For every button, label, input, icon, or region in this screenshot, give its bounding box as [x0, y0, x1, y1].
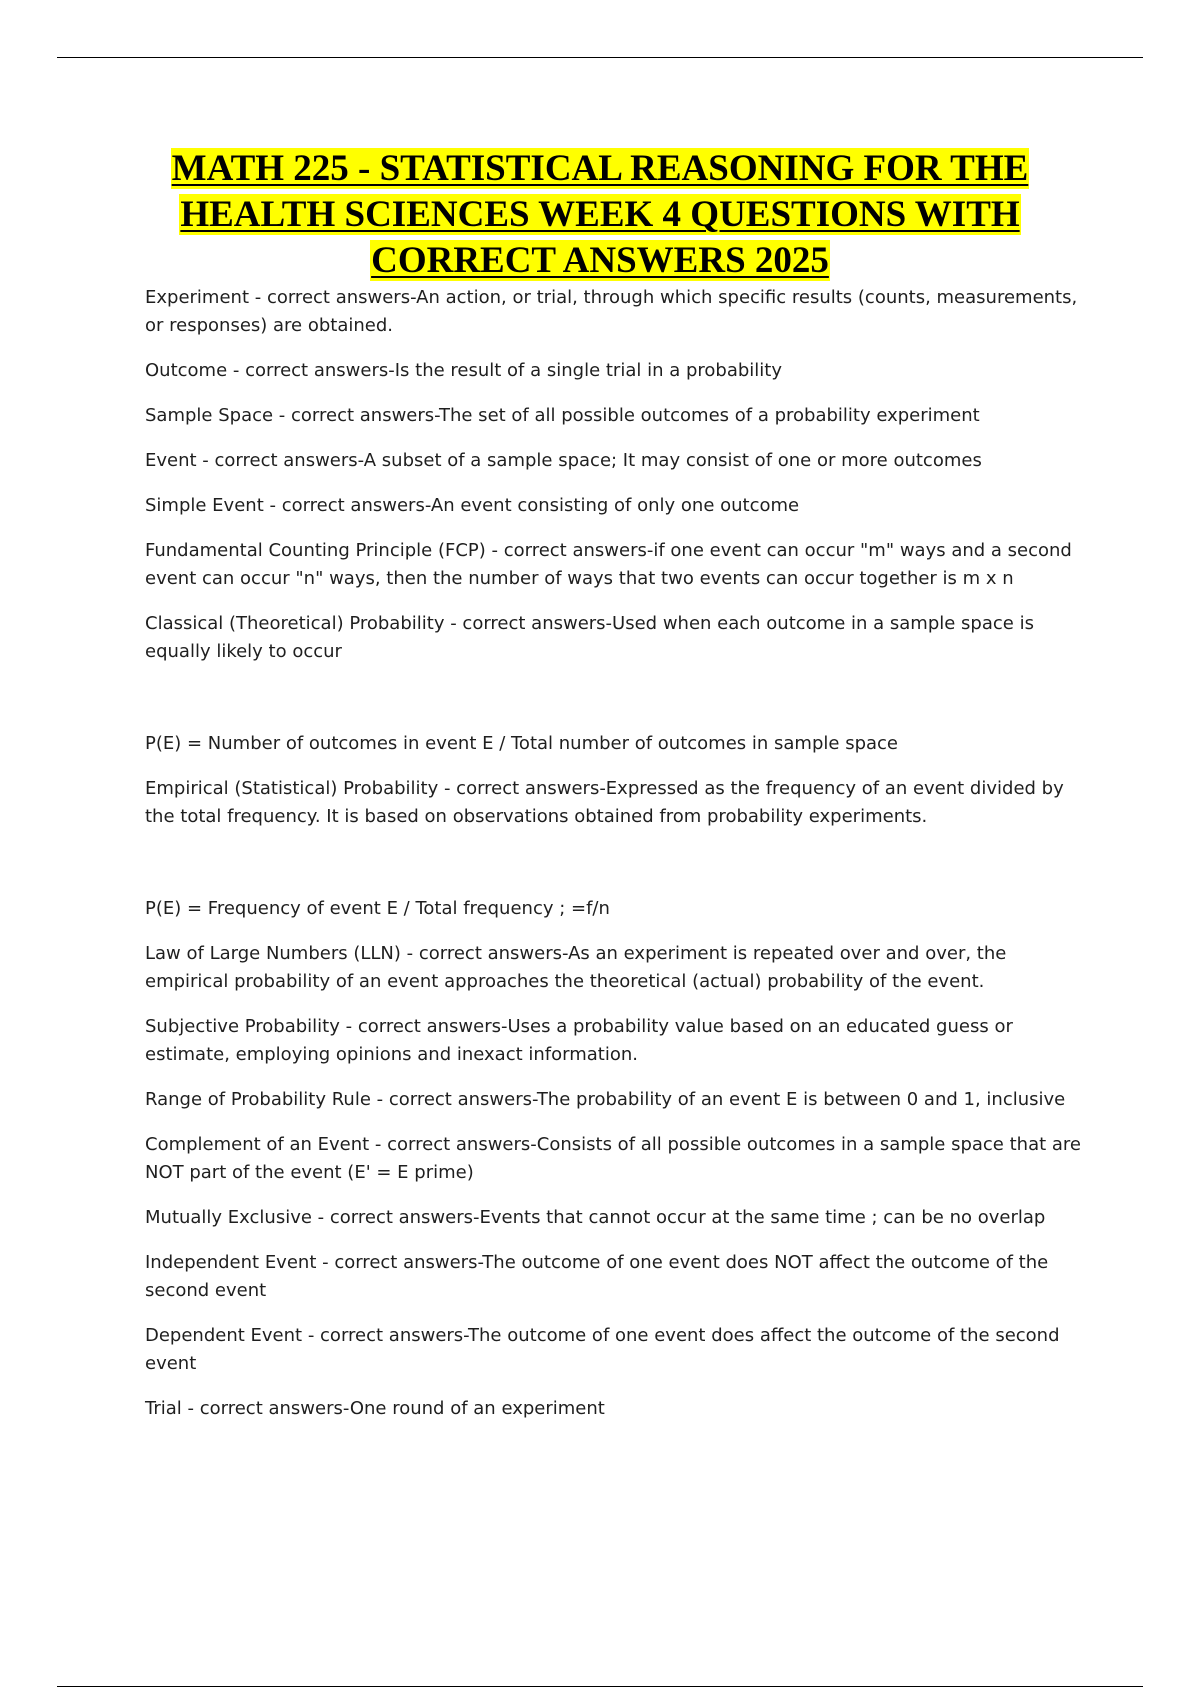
title-line-1: MATH 225 - STATISTICAL REASONING FOR THE: [171, 148, 1029, 189]
entry-classical-formula: P(E) = Number of outcomes in event E / Total number of outcomes in sample space: [145, 733, 898, 754]
document-title: [100, 146, 1100, 284]
title-line-2: HEALTH SCIENCES WEEK 4 QUESTIONS WITH: [180, 194, 1020, 235]
entry-empirical-probability: Empirical (Statistical) Probability - correct answers-Expressed as the frequency of an event divided by the total frequency. It is based on observations obtained from probability experiments.: [145, 778, 1064, 827]
bottom-rule: [57, 1686, 1143, 1687]
entry-mutually-exclusive: Mutually Exclusive - correct answers-Events that cannot occur at the same time ; can be no overlap: [145, 1207, 1046, 1228]
title-line-3: CORRECT ANSWERS 2025: [371, 240, 829, 281]
entry-complement: Complement of an Event - correct answers-Consists of all possible outcomes in a sample space that are NOT part of the event (E' = E prime): [145, 1134, 1081, 1183]
entry-law-of-large-numbers: Law of Large Numbers (LLN) - correct answers-As an experiment is repeated over and over, the empirical probability of an event approaches the theoretical (actual) probability of the event.: [145, 943, 1007, 992]
entry-range-of-probability: Range of Probability Rule - correct answers-The probability of an event E is between 0 and 1, inclusive: [145, 1089, 1066, 1110]
top-rule: [57, 57, 1143, 58]
entry-event: Event - correct answers-A subset of a sample space; It may consist of one or more outcomes: [145, 450, 982, 471]
entry-trial: Trial - correct answers-One round of an experiment: [145, 1398, 605, 1419]
entry-classical-probability: Classical (Theoretical) Probability - correct answers-Used when each outcome in a sample space is equally likely to occur: [145, 613, 1034, 662]
entry-empirical-formula: P(E) = Frequency of event E / Total frequency ; =f/n: [145, 898, 610, 919]
entry-dependent-event: Dependent Event - correct answers-The outcome of one event does affect the outcome of the second event: [145, 1325, 1060, 1374]
entry-fcp: Fundamental Counting Principle (FCP) - correct answers-if one event can occur "m" ways and a second event can occur "n" ways, then the number of ways that two events can occur together is m x n: [145, 540, 1072, 589]
qa-list: [145, 284, 1095, 1440]
entry-sample-space: Sample Space - correct answers-The set of all possible outcomes of a probability experiment: [145, 405, 980, 426]
entry-simple-event: Simple Event - correct answers-An event consisting of only one outcome: [145, 495, 800, 516]
entry-independent-event: Independent Event - correct answers-The outcome of one event does NOT affect the outcome of the second event: [145, 1252, 1049, 1301]
entry-outcome: Outcome - correct answers-Is the result of a single trial in a probability: [145, 360, 783, 381]
entry-subjective-probability: Subjective Probability - correct answers-Uses a probability value based on an educated guess or estimate, employing opinions and inexact information.: [145, 1016, 1013, 1065]
entry-experiment: Experiment - correct answers-An action, or trial, through which specific results (counts, measurements, or responses) are obtained.: [145, 287, 1078, 336]
